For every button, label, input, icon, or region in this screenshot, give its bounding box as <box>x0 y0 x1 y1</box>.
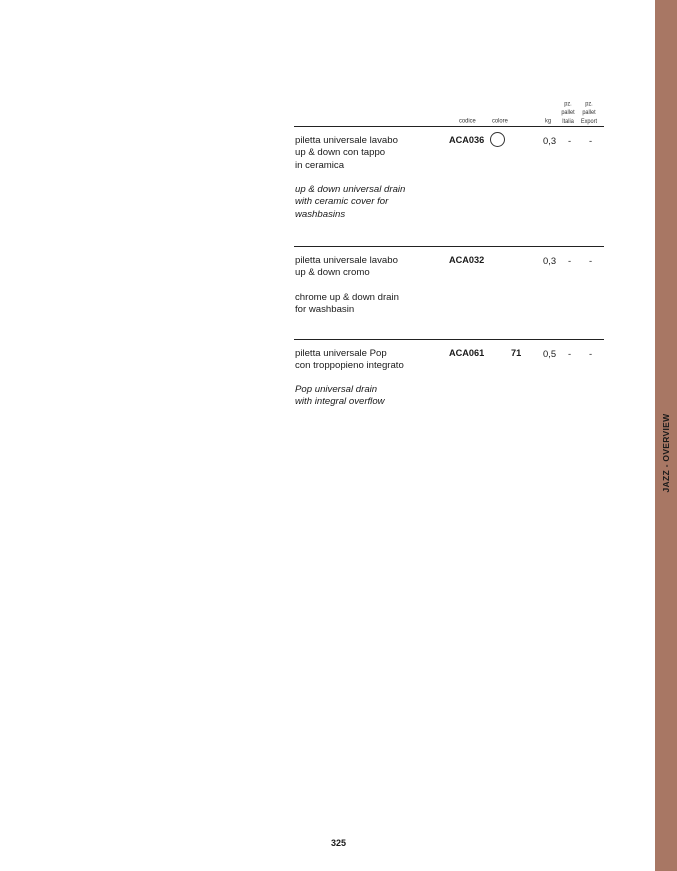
product-3-italian-desc <box>295 348 435 373</box>
desc-line: chrome up & down drain <box>295 292 399 303</box>
desc-line: up & down cromo <box>295 267 370 279</box>
desc-line: up & down con tappo <box>295 147 386 159</box>
product-2-pallet-export: - <box>589 255 593 266</box>
desc-line: with integral overflow <box>295 396 385 408</box>
product-3-color-code: 71 <box>511 348 522 358</box>
header-pallet-export <box>576 101 602 127</box>
product-3-english-desc <box>295 384 435 409</box>
header-codice: codice <box>459 118 476 125</box>
product-3-code: ACA061 <box>449 348 485 358</box>
row-divider <box>294 126 604 127</box>
desc-line: in ceramica <box>295 159 345 171</box>
desc-line: Pop universal drain <box>295 384 378 395</box>
product-3-pallet-italia: - <box>568 348 572 359</box>
desc-line: con troppopieno integrato <box>295 360 404 372</box>
header-colore: colore <box>492 118 508 125</box>
desc-line: with ceramic cover for <box>295 196 389 208</box>
desc-line: up & down universal drain <box>295 184 406 195</box>
desc-line: piletta universale lavabo <box>295 135 398 146</box>
product-2-code: ACA032 <box>449 255 485 265</box>
product-1-kg: 0,3 <box>543 135 557 146</box>
sidebar-section-label: JAZZ - OVERVIEW <box>661 413 671 493</box>
desc-line: for washbasin <box>295 304 355 316</box>
header-pallet-italia-line: pallet <box>561 109 575 117</box>
product-1-code: ACA036 <box>449 135 485 145</box>
white-color-swatch <box>490 132 505 147</box>
product-2-italian-desc <box>295 255 435 280</box>
product-3-pallet-export: - <box>589 348 593 359</box>
product-3-kg: 0,5 <box>543 348 557 359</box>
desc-line: piletta universale lavabo <box>295 255 398 266</box>
header-pallet-export-line: pallet <box>582 109 596 117</box>
header-kg: kg <box>545 118 552 125</box>
header-pallet-export-line: pz. <box>585 101 593 108</box>
page-number: 325 <box>331 838 347 848</box>
desc-line: piletta universale Pop <box>295 348 387 359</box>
product-1-english-desc <box>295 184 435 221</box>
product-1-italian-desc <box>295 135 435 172</box>
product-2-english-desc <box>295 292 435 317</box>
header-pallet-italia-line: pz. <box>564 101 572 108</box>
product-1-pallet-italia: - <box>568 135 572 146</box>
product-1-pallet-export: - <box>589 135 593 146</box>
header-pallet-italia-line: Italia <box>562 118 574 125</box>
desc-line: washbasins <box>295 208 346 220</box>
header-pallet-export-line: Export <box>580 118 598 125</box>
row-divider <box>294 339 604 340</box>
row-divider <box>294 246 604 247</box>
product-2-kg: 0,3 <box>543 255 557 266</box>
product-2-pallet-italia: - <box>568 255 572 266</box>
